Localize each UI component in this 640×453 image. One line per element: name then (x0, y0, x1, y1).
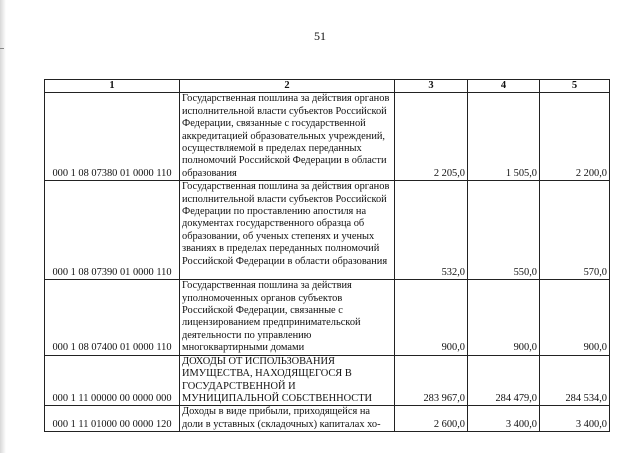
header-col-2: 2 (180, 80, 395, 93)
value-col-3-cell: 900,0 (395, 280, 468, 355)
value-col-4-cell: 1 505,0 (468, 93, 540, 181)
budget-code-cell: 000 1 08 07390 01 0000 110 (45, 181, 180, 280)
value-col-5-cell: 900,0 (540, 280, 610, 355)
value-col-5-cell: 3 400,0 (540, 406, 610, 432)
value-col-4-cell: 550,0 (468, 181, 540, 280)
budget-code-cell: 000 1 11 00000 00 0000 000 (45, 355, 180, 406)
revenue-table (44, 79, 610, 432)
value-col-3-cell: 2 600,0 (395, 406, 468, 432)
value-col-5-cell: 570,0 (540, 181, 610, 280)
value-col-4-cell: 3 400,0 (468, 406, 540, 432)
value-col-3-cell: 2 205,0 (395, 93, 468, 181)
description-cell: Государственная пошлина за действия уполномоченных органов субъектов Российской Федерации, связанные с лицензированием предпринимательской деятельности по управлению многоквартирными домами (180, 280, 395, 355)
table-row (45, 93, 610, 181)
header-col-1: 1 (45, 80, 180, 93)
page-number: 51 (314, 29, 326, 43)
table-row (45, 406, 610, 432)
table-row (45, 280, 610, 355)
header-col-3: 3 (395, 80, 468, 93)
value-col-5-cell: 2 200,0 (540, 93, 610, 181)
description-cell: ДОХОДЫ ОТ ИСПОЛЬЗОВАНИЯ ИМУЩЕСТВА, НАХОДЯЩЕГОСЯ В ГОСУДАРСТВЕННОЙ И МУНИЦИПАЛЬНОЙ СОБСТВЕННОСТИ (180, 355, 395, 406)
budget-code-cell: 000 1 08 07400 01 0000 110 (45, 280, 180, 355)
value-col-4-cell: 900,0 (468, 280, 540, 355)
table-row (45, 181, 610, 280)
budget-code-cell: 000 1 11 01000 00 0000 120 (45, 406, 180, 432)
header-col-5: 5 (540, 80, 610, 93)
value-col-3-cell: 532,0 (395, 181, 468, 280)
description-cell: Государственная пошлина за действия органов исполнительной власти субъектов Российской Федерации по проставлению апостиля на документах государственного образца об образовании, об ученых степенях и ученых званиях в пределах переданных полномочий Российской Федерации в области образования (180, 181, 395, 280)
table-header-row (45, 80, 610, 93)
margin-mark (0, 48, 4, 49)
description-cell: Доходы в виде прибыли, приходящейся на доли в уставных (складочных) капиталах хо- (180, 406, 395, 432)
page-left-edge (0, 0, 6, 453)
value-col-4-cell: 284 479,0 (468, 355, 540, 406)
table-row (45, 355, 610, 406)
header-col-4: 4 (468, 80, 540, 93)
value-col-3-cell: 283 967,0 (395, 355, 468, 406)
budget-code-cell: 000 1 08 07380 01 0000 110 (45, 93, 180, 181)
value-col-5-cell: 284 534,0 (540, 355, 610, 406)
description-cell: Государственная пошлина за действия органов исполнительной власти субъектов Российской Федерации, связанные с государственной аккредитацией образовательных учреждений, осуществляемой в пределах переданных полномочий Российской Федерации в области образования (180, 93, 395, 181)
